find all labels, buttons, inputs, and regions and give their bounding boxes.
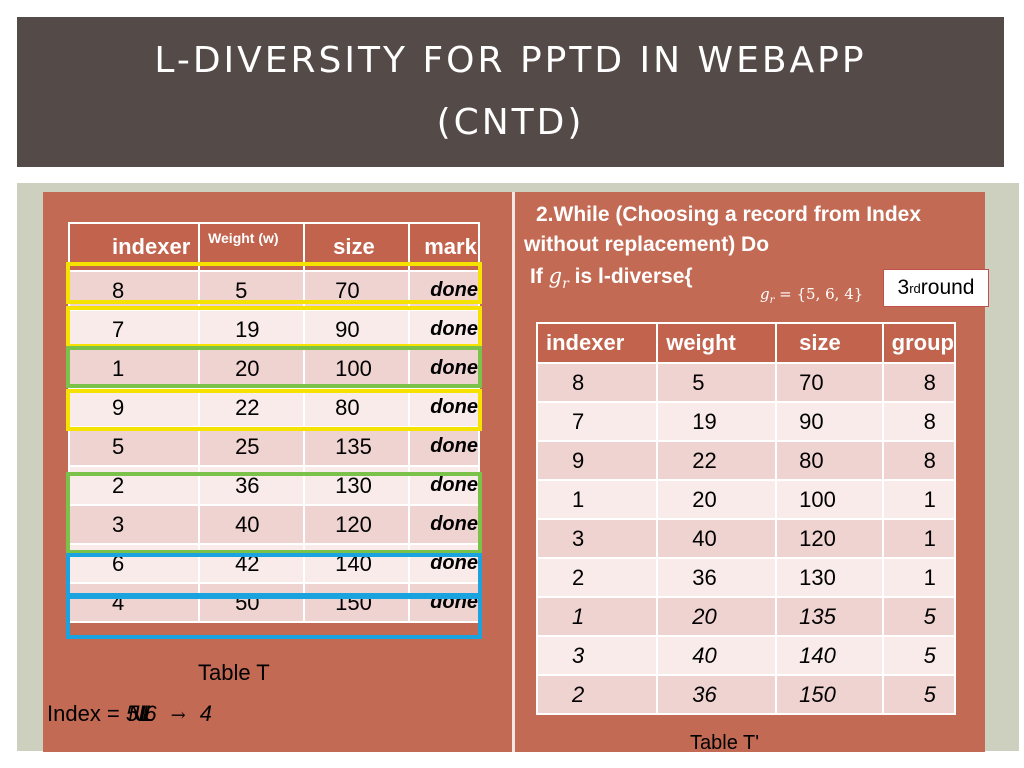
cell: 19 bbox=[199, 310, 304, 349]
cell: 2 bbox=[537, 675, 657, 714]
cell: 1 bbox=[537, 597, 657, 636]
index-line bbox=[47, 701, 212, 727]
header-indexer: indexer bbox=[537, 323, 657, 363]
cell: 70 bbox=[304, 271, 409, 310]
cell: 130 bbox=[776, 558, 883, 597]
cell-mark: done bbox=[409, 271, 479, 310]
cell: 5 bbox=[199, 271, 304, 310]
round-num: 3 bbox=[897, 276, 910, 299]
cell: 120 bbox=[304, 505, 409, 544]
cell: 36 bbox=[657, 558, 776, 597]
cell-mark: done bbox=[409, 349, 479, 388]
cell: 140 bbox=[776, 636, 883, 675]
cell: 100 bbox=[304, 349, 409, 388]
cell: 6 bbox=[69, 544, 199, 583]
header-size: size bbox=[776, 323, 883, 363]
gr-symbol bbox=[548, 264, 569, 293]
cell: 5 bbox=[883, 597, 955, 636]
algorithm-line-1: 2.While (Choosing a record from Index bbox=[536, 203, 922, 226]
index-value: 4 bbox=[199, 701, 212, 726]
table-row bbox=[537, 636, 955, 675]
title-line-1: L-DIVERSITY FOR PPTD IN WEBAPP bbox=[154, 40, 867, 81]
cell-mark: done bbox=[409, 466, 479, 505]
cell: 2 bbox=[537, 558, 657, 597]
header-mark: mark bbox=[409, 223, 479, 271]
cell: 9 bbox=[69, 388, 199, 427]
highlight-blue bbox=[66, 553, 482, 597]
round-text: round bbox=[920, 276, 975, 299]
cell: 1 bbox=[883, 558, 955, 597]
index-strike-values: 5NULL6 bbox=[125, 701, 147, 726]
cell: 90 bbox=[776, 402, 883, 441]
cell: 8 bbox=[883, 402, 955, 441]
cell-mark: done bbox=[409, 505, 479, 544]
if-suffix: is l-diverse{ bbox=[568, 265, 693, 288]
table-row bbox=[537, 402, 955, 441]
cell: 22 bbox=[657, 441, 776, 480]
cell: 120 bbox=[776, 519, 883, 558]
gr-subscript-2: r bbox=[769, 295, 775, 306]
cell: 1 bbox=[883, 480, 955, 519]
table-row bbox=[537, 558, 955, 597]
cell: 40 bbox=[657, 636, 776, 675]
cell: 20 bbox=[199, 349, 304, 388]
cell-mark: done bbox=[409, 427, 479, 466]
arrow-icon: → bbox=[170, 705, 186, 726]
highlight-green bbox=[66, 346, 482, 388]
cell: 20 bbox=[657, 597, 776, 636]
cell: 5 bbox=[69, 427, 199, 466]
cell: 80 bbox=[304, 388, 409, 427]
table-row bbox=[69, 427, 479, 466]
highlight-yellow bbox=[66, 389, 482, 431]
cell: 5 bbox=[883, 675, 955, 714]
cell: 8 bbox=[883, 441, 955, 480]
title-bar bbox=[17, 17, 1004, 167]
cell: 7 bbox=[69, 310, 199, 349]
table-row bbox=[537, 519, 955, 558]
cell: 130 bbox=[304, 466, 409, 505]
gr-set-values: = {5, 6, 4} bbox=[779, 285, 864, 303]
highlight-yellow bbox=[66, 306, 482, 348]
table-row bbox=[537, 480, 955, 519]
cell: 20 bbox=[657, 480, 776, 519]
cell: 40 bbox=[657, 519, 776, 558]
cell: 42 bbox=[199, 544, 304, 583]
cell: 9 bbox=[537, 441, 657, 480]
cell: 140 bbox=[304, 544, 409, 583]
cell: 36 bbox=[199, 466, 304, 505]
cell: 5 bbox=[657, 363, 776, 402]
cell: 8 bbox=[537, 363, 657, 402]
header-weight: weight bbox=[657, 323, 776, 363]
gr-subscript: r bbox=[562, 276, 569, 293]
cell: 19 bbox=[657, 402, 776, 441]
cell: 80 bbox=[776, 441, 883, 480]
table-tprime-caption: Table T' bbox=[690, 732, 760, 754]
panel-divider bbox=[512, 192, 515, 752]
algorithm-if-line bbox=[530, 264, 693, 292]
header-weight: Weight (w) bbox=[199, 223, 304, 271]
cell: 1 bbox=[883, 519, 955, 558]
cell-mark: done bbox=[409, 583, 479, 622]
table-tprime-header bbox=[537, 323, 955, 363]
cell: 3 bbox=[69, 505, 199, 544]
cell: 3 bbox=[537, 636, 657, 675]
slide-title bbox=[154, 30, 866, 154]
cell: 90 bbox=[304, 310, 409, 349]
cell: 7 bbox=[537, 402, 657, 441]
round-label bbox=[883, 269, 989, 307]
table-t-prime bbox=[536, 322, 956, 715]
table-row bbox=[537, 363, 955, 402]
header-size: size bbox=[304, 223, 409, 271]
cell: 2 bbox=[69, 466, 199, 505]
highlight-blue bbox=[66, 595, 482, 639]
cell: 3 bbox=[537, 519, 657, 558]
cell: 150 bbox=[776, 675, 883, 714]
cell: 4 bbox=[69, 583, 199, 622]
cell: 135 bbox=[304, 427, 409, 466]
cell: 135 bbox=[776, 597, 883, 636]
cell: 100 bbox=[776, 480, 883, 519]
cell: 25 bbox=[199, 427, 304, 466]
cell: 22 bbox=[199, 388, 304, 427]
header-group: group bbox=[883, 323, 955, 363]
cell: 1 bbox=[69, 349, 199, 388]
cell-mark: done bbox=[409, 388, 479, 427]
cell: 5 bbox=[883, 636, 955, 675]
cell: 8 bbox=[883, 363, 955, 402]
cell: 150 bbox=[304, 583, 409, 622]
header-indexer: indexer bbox=[69, 223, 199, 271]
gr-letter-2: g bbox=[760, 285, 770, 303]
cell-mark: done bbox=[409, 544, 479, 583]
algorithm-line-2: without replacement) Do bbox=[524, 233, 770, 256]
cell: 1 bbox=[537, 480, 657, 519]
highlight-yellow bbox=[66, 262, 482, 304]
title-line-2: (CNTD) bbox=[436, 102, 585, 143]
table-row bbox=[537, 597, 955, 636]
index-prefix: Index = bbox=[47, 701, 126, 726]
cell: 70 bbox=[776, 363, 883, 402]
gr-set-formula bbox=[760, 285, 863, 306]
if-prefix: If bbox=[530, 265, 549, 288]
cell: 36 bbox=[657, 675, 776, 714]
round-sup: rd bbox=[909, 280, 921, 296]
table-row bbox=[537, 675, 955, 714]
gr-letter: g bbox=[548, 264, 563, 288]
table-t-caption: Table T bbox=[198, 660, 270, 685]
cell-mark: done bbox=[409, 310, 479, 349]
cell: 8 bbox=[69, 271, 199, 310]
cell: 50 bbox=[199, 583, 304, 622]
table-row bbox=[537, 441, 955, 480]
cell: 40 bbox=[199, 505, 304, 544]
highlight-green bbox=[66, 472, 482, 554]
